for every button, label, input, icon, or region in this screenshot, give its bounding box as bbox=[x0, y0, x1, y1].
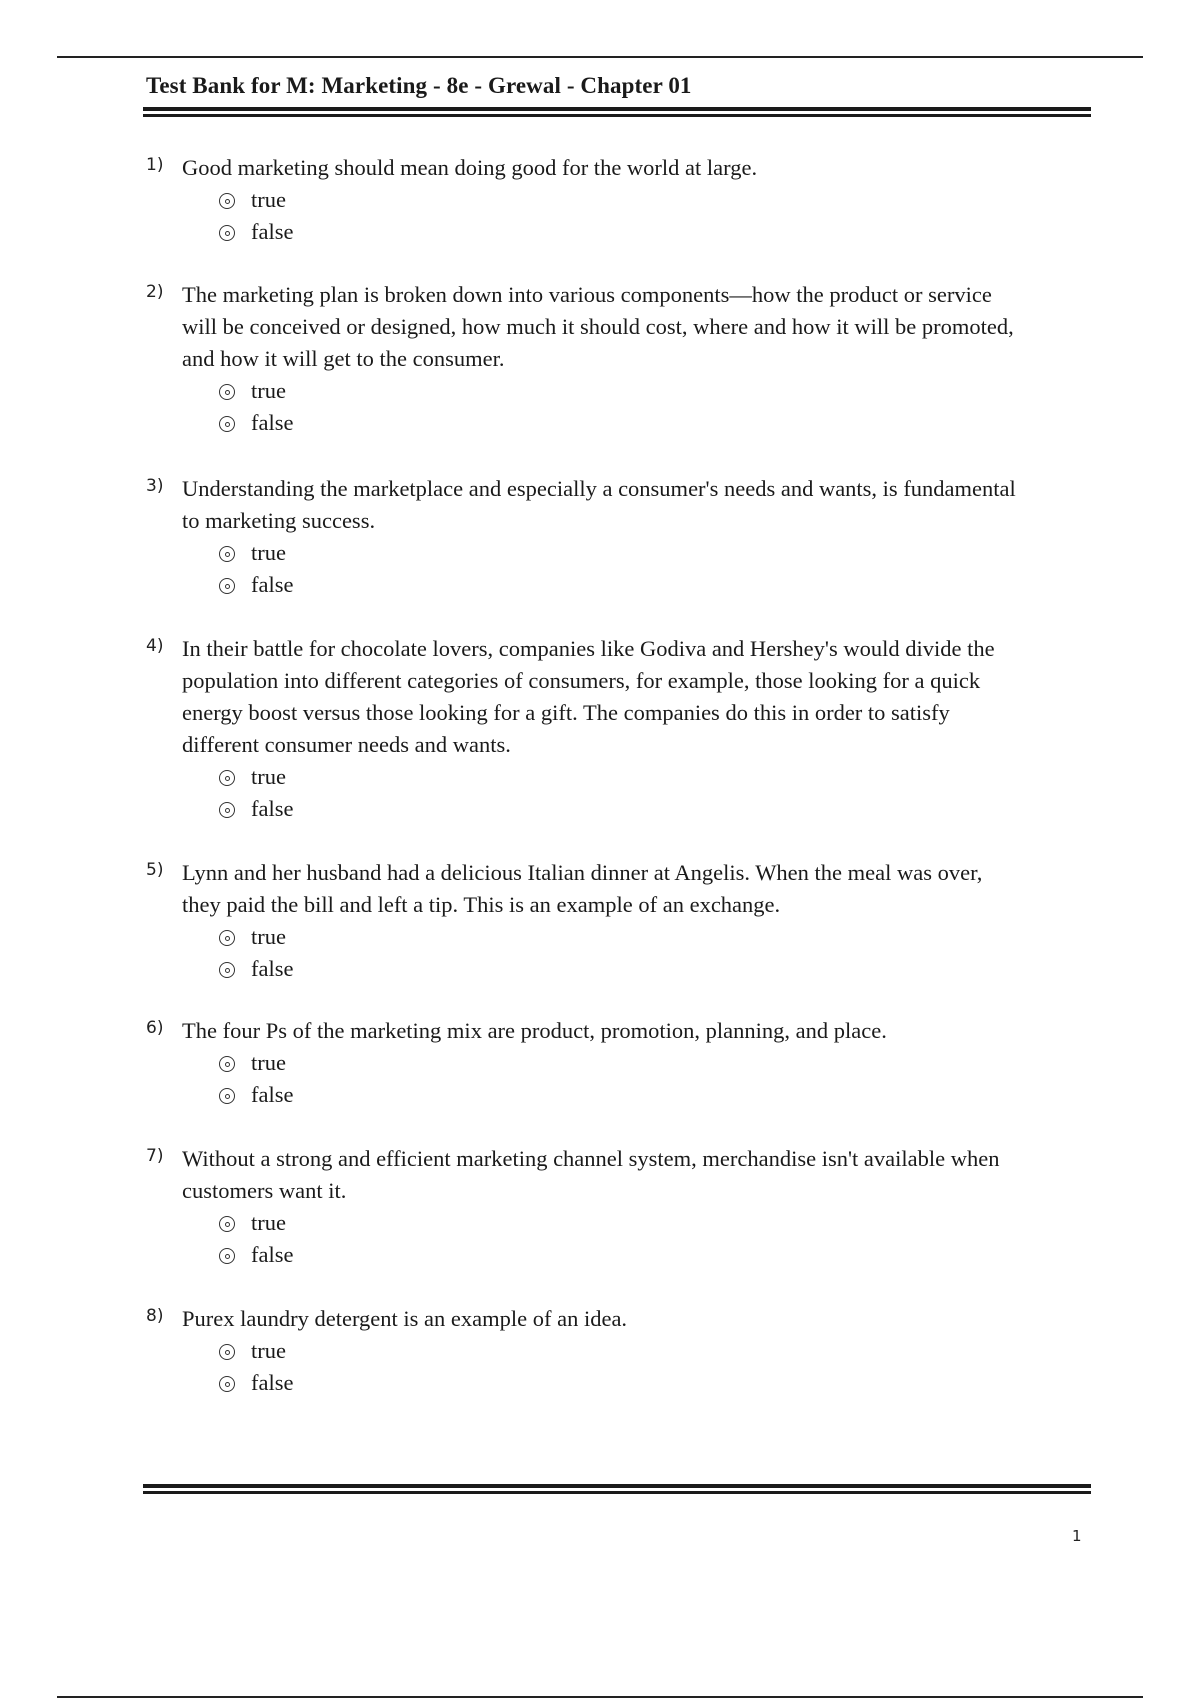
question-line: will be conceived or designed, how much it should cost, where and how it will be promoted, bbox=[182, 314, 1014, 339]
radio-button-icon[interactable] bbox=[219, 416, 235, 432]
option-false[interactable] bbox=[219, 1079, 293, 1111]
option-true[interactable] bbox=[219, 184, 293, 216]
option-label: false bbox=[251, 956, 294, 981]
answer-options bbox=[219, 1047, 293, 1111]
answer-options bbox=[219, 1207, 293, 1271]
option-true[interactable] bbox=[219, 537, 293, 569]
radio-button-icon[interactable] bbox=[219, 930, 235, 946]
option-false[interactable] bbox=[219, 216, 293, 248]
option-label: true bbox=[251, 378, 286, 403]
question-line: Without a strong and efficient marketing channel system, merchandise isn't available when bbox=[182, 1146, 1000, 1171]
option-label: false bbox=[251, 410, 294, 435]
radio-button-icon[interactable] bbox=[219, 193, 235, 209]
answer-options bbox=[219, 921, 293, 985]
question-text bbox=[182, 633, 1094, 761]
option-false[interactable] bbox=[219, 1367, 293, 1399]
question-number: 2) bbox=[146, 282, 164, 302]
answer-options bbox=[219, 375, 293, 439]
radio-button-icon[interactable] bbox=[219, 802, 235, 818]
radio-button-icon[interactable] bbox=[219, 1376, 235, 1392]
option-label: false bbox=[251, 796, 294, 821]
option-false[interactable] bbox=[219, 407, 293, 439]
option-label: true bbox=[251, 187, 286, 212]
question-line: The marketing plan is broken down into various components—how the product or service bbox=[182, 282, 992, 307]
radio-button-icon[interactable] bbox=[219, 962, 235, 978]
question-number: 3) bbox=[146, 476, 164, 496]
option-true[interactable] bbox=[219, 1207, 293, 1239]
radio-button-icon[interactable] bbox=[219, 770, 235, 786]
option-true[interactable] bbox=[219, 1047, 293, 1079]
option-true[interactable] bbox=[219, 761, 293, 793]
option-label: true bbox=[251, 540, 286, 565]
question-line: Lynn and her husband had a delicious Italian dinner at Angelis. When the meal was over, bbox=[182, 860, 983, 885]
radio-button-icon[interactable] bbox=[219, 546, 235, 562]
option-label: false bbox=[251, 1082, 294, 1107]
question-text bbox=[182, 1143, 1094, 1207]
question-line: and how it will get to the consumer. bbox=[182, 346, 505, 371]
option-true[interactable] bbox=[219, 1335, 293, 1367]
answer-options bbox=[219, 537, 293, 601]
option-label: false bbox=[251, 1370, 294, 1395]
option-label: true bbox=[251, 924, 286, 949]
option-false[interactable] bbox=[219, 1239, 293, 1271]
option-label: true bbox=[251, 764, 286, 789]
question-line: Understanding the marketplace and especially a consumer's needs and wants, is fundamental bbox=[182, 476, 1016, 501]
radio-button-icon[interactable] bbox=[219, 1088, 235, 1104]
radio-button-icon[interactable] bbox=[219, 1056, 235, 1072]
question-line: different consumer needs and wants. bbox=[182, 732, 511, 757]
radio-button-icon[interactable] bbox=[219, 225, 235, 241]
header-double-rule bbox=[143, 107, 1091, 118]
question-line: population into different categories of consumers, for example, those looking for a quick bbox=[182, 668, 981, 693]
page-bottom-border bbox=[57, 1696, 1143, 1698]
question-text bbox=[182, 279, 1094, 375]
radio-button-icon[interactable] bbox=[219, 384, 235, 400]
radio-button-icon[interactable] bbox=[219, 1216, 235, 1232]
question-line: In their battle for chocolate lovers, companies like Godiva and Hershey's would divide the bbox=[182, 636, 995, 661]
question-line: customers want it. bbox=[182, 1178, 347, 1203]
question-number: 7) bbox=[146, 1146, 164, 1166]
question-text bbox=[182, 152, 1094, 184]
answer-options bbox=[219, 761, 293, 825]
option-label: true bbox=[251, 1210, 286, 1235]
footer-double-rule bbox=[143, 1484, 1091, 1495]
question-line: to marketing success. bbox=[182, 508, 376, 533]
option-label: true bbox=[251, 1050, 286, 1075]
option-true[interactable] bbox=[219, 921, 293, 953]
option-false[interactable] bbox=[219, 793, 293, 825]
question-text bbox=[182, 1303, 1094, 1335]
page-number: 1 bbox=[1072, 1527, 1082, 1545]
radio-button-icon[interactable] bbox=[219, 1344, 235, 1360]
question-line: they paid the bill and left a tip. This is an example of an exchange. bbox=[182, 892, 781, 917]
option-true[interactable] bbox=[219, 375, 293, 407]
question-text bbox=[182, 473, 1094, 537]
option-label: true bbox=[251, 1338, 286, 1363]
page-top-border bbox=[57, 56, 1143, 58]
option-label: false bbox=[251, 572, 294, 597]
question-number: 8) bbox=[146, 1306, 164, 1326]
answer-options bbox=[219, 1335, 293, 1399]
option-false[interactable] bbox=[219, 953, 293, 985]
radio-button-icon[interactable] bbox=[219, 578, 235, 594]
page-title: Test Bank for M: Marketing - 8e - Grewal - Chapter 01 bbox=[146, 73, 692, 98]
question-number: 1) bbox=[146, 155, 164, 175]
question-text bbox=[182, 1015, 1094, 1047]
question-line: The four Ps of the marketing mix are product, promotion, planning, and place. bbox=[182, 1018, 887, 1043]
question-number: 4) bbox=[146, 636, 164, 656]
question-line: Purex laundry detergent is an example of an idea. bbox=[182, 1306, 628, 1331]
question-number: 5) bbox=[146, 860, 164, 880]
question-line: energy boost versus those looking for a gift. The companies do this in order to satisfy bbox=[182, 700, 950, 725]
question-line: Good marketing should mean doing good for the world at large. bbox=[182, 155, 758, 180]
question-text bbox=[182, 857, 1094, 921]
option-label: false bbox=[251, 219, 294, 244]
option-label: false bbox=[251, 1242, 294, 1267]
answer-options bbox=[219, 184, 293, 248]
option-false[interactable] bbox=[219, 569, 293, 601]
question-number: 6) bbox=[146, 1018, 164, 1038]
radio-button-icon[interactable] bbox=[219, 1248, 235, 1264]
